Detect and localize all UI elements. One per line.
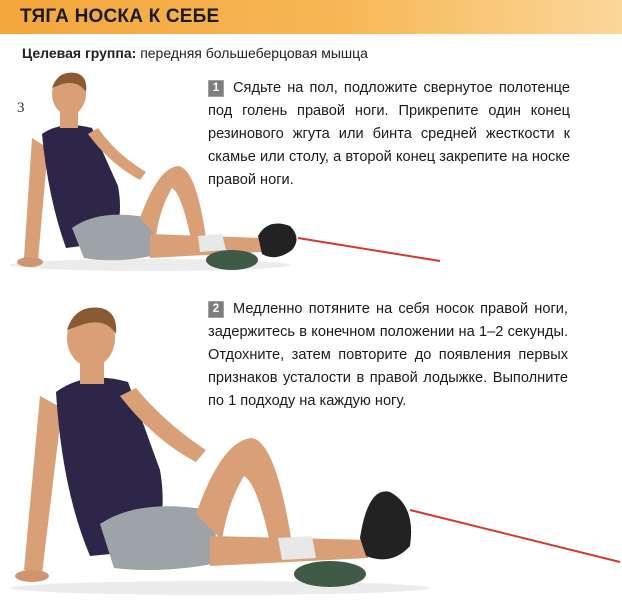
target-group-value: передняя большеберцовая мышца: [140, 45, 368, 61]
step-2-text: Медленно потяните на себя носок правой ноги, задержитесь в конечном положении на 1–2 секунды. Отдохните, затем повторите до появления первых признаков усталости в правой лодыжке. Выполните по 1 подходу на каждую ногу.: [208, 301, 568, 409]
page-title: ТЯГА НОСКА К СЕБЕ: [20, 6, 220, 27]
step-2: [208, 298, 568, 413]
step-1-text: Сядьте на пол, подложите свернутое полотенце под голень правой ноги. Прикрепите один конец резинового жгута или бинта средней жесткости к скамье или столу, а второй конец закрепите на носке правой ноги.: [208, 80, 570, 188]
step-number-badge: 1: [208, 80, 224, 97]
target-group-label: Целевая группа:: [22, 45, 137, 61]
page-number: 3: [17, 100, 25, 116]
step-number-badge: 2: [208, 301, 224, 318]
step-1: [208, 77, 570, 192]
target-group-line: [22, 45, 368, 61]
header-bar: [0, 0, 622, 34]
